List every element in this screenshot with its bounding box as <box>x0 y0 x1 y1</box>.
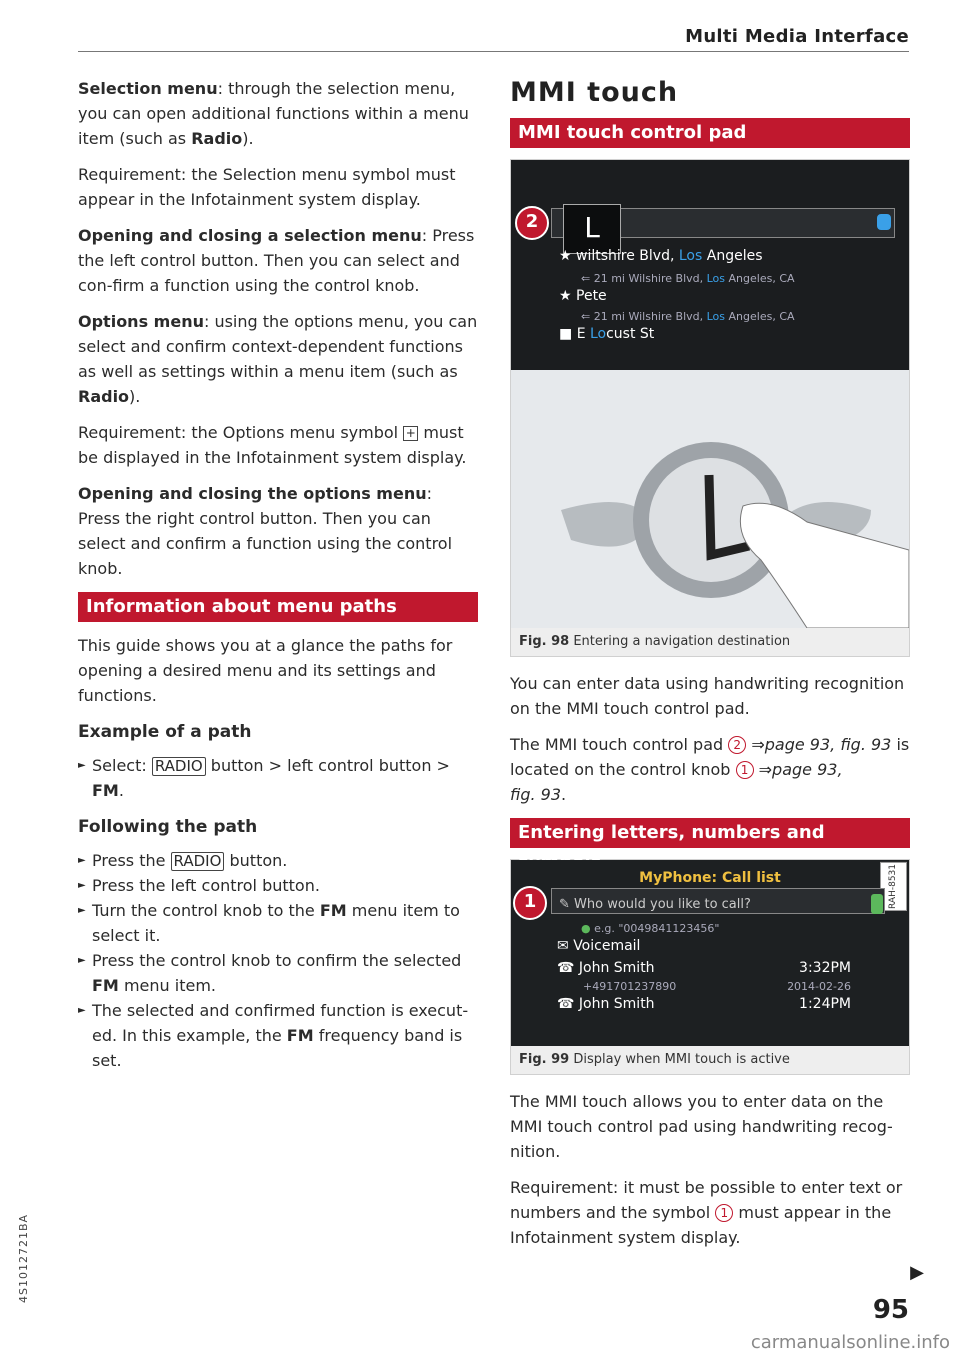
call-item-1: ☎ John Smith <box>557 960 655 976</box>
para-control-pad-location: The MMI touch control pad 2 ⇒page 93, fig. 93 is located on the control knob 1 ⇒page 93, fig. 93. <box>510 735 910 804</box>
doc-code: 4S1012721BA <box>17 1213 30 1303</box>
callout-2: 2 <box>515 206 549 240</box>
section-bar-menu-paths: Information about menu paths <box>78 592 478 622</box>
para-options-menu: Options menu: using the options menu, you can select and confirm context-dependent functions as well as settings within a menu item (such as Radio). <box>78 312 478 406</box>
right-column <box>510 76 910 1261</box>
step-2: ► Press the left control button. <box>78 873 478 898</box>
heading-following-path: Following the path <box>78 817 258 837</box>
example-step: ► Select: RADIO button > left control button > FM. <box>78 753 478 803</box>
phone-example: ● e.g. "0049841123456" <box>581 922 720 935</box>
step-1: ► Press the RADIO button. <box>78 848 478 873</box>
fig99-caption: Fig. 99 Display when MMI touch is active <box>519 1052 790 1067</box>
step-5: ► The selected and confirmed function is execut-ed. In this example, the FM frequency band is set. <box>78 998 478 1073</box>
contact-icon: ☎ <box>557 960 579 976</box>
fig98-letter-box: L <box>563 204 621 254</box>
step-4: ► Press the control knob to confirm the selected FM menu item. <box>78 948 478 998</box>
fig-ref-link[interactable]: fig. 93 <box>510 785 562 804</box>
star-icon: ★ <box>559 288 577 304</box>
left-column <box>78 76 478 1073</box>
figure-99 <box>510 859 910 1075</box>
figure-98 <box>510 159 910 657</box>
call-list-title: MyPhone: Call list <box>639 870 781 886</box>
heading-example-path: Example of a path <box>78 722 252 742</box>
contact-icon: ☎ <box>557 996 579 1012</box>
callout-1: 1 <box>513 886 547 920</box>
fig99-display <box>511 860 909 1046</box>
fig98-display <box>511 160 909 370</box>
callout-ref-1: 1 <box>736 761 754 779</box>
fig98-caption: Fig. 98 Entering a navigation destination <box>519 634 791 649</box>
para-mmi-touch: The MMI touch allows you to enter data on the MMI touch control pad using handwriting recog-nition. <box>510 1092 893 1161</box>
handwriting-icon: ✎ <box>559 897 575 912</box>
star-icon: ★ <box>559 248 577 264</box>
call-item-2: ☎ John Smith <box>557 996 655 1012</box>
dest-item-1-sub: ⇐ 21 mi Wilshire Blvd, Los Angeles, CA <box>581 272 795 285</box>
fig99-tag: RAH-8531 <box>880 862 907 911</box>
call-item-1-number: +491701237890 <box>583 980 677 993</box>
continue-arrow-icon: ▶ <box>910 1262 924 1283</box>
section-bar-control-pad: MMI touch control pad <box>510 118 910 148</box>
page-ref-link[interactable]: page 93, <box>772 760 843 779</box>
section-bar-entering: Entering letters, numbers and <box>510 818 910 848</box>
voicemail-item: ✉ Voicemail <box>557 938 641 954</box>
dest-item-2: ★ Pete <box>559 288 607 304</box>
para-options-req: Requirement: the Options menu symbol + must be displayed in the Infotainment system display. <box>78 423 467 467</box>
radio-key: RADIO <box>152 757 206 776</box>
call-item-1-time: 3:32PM <box>799 960 851 976</box>
fig98-illustration <box>511 160 909 628</box>
flag-icon: ■ <box>559 326 577 342</box>
call-item-1-date: 2014-02-26 <box>787 980 851 993</box>
control-knob-illustration <box>511 370 909 628</box>
fig98-scroll-indicator <box>877 214 891 230</box>
step-3: ► Turn the control knob to the FM menu item to select it. <box>78 898 478 948</box>
para-requirement: Requirement: it must be possible to enter text or numbers and the symbol 1 must appear in the Infotainment system display. <box>510 1178 903 1247</box>
call-indicator-icon <box>871 894 883 914</box>
call-item-2-time: 1:24PM <box>799 996 851 1012</box>
page-ref-link[interactable]: page 93, fig. 93 <box>764 735 892 754</box>
watermark: carmanualsonline.info <box>750 1332 950 1353</box>
callout-ref-1: 1 <box>715 1204 733 1222</box>
phone-prompt: ✎ Who would you like to call? <box>559 897 751 912</box>
para-open-selection: Opening and closing a selection menu: Press the left control button. Then you can select and con-firm a function using the control knob. <box>78 226 475 295</box>
dest-item-3: ■ E Locust St <box>559 326 655 342</box>
heading-mmi-touch: MMI touch <box>510 77 679 108</box>
running-header: Multi Media Interface <box>685 26 909 47</box>
para-selection-menu: Selection menu: through the selection menu, you can open additional functions within a menu item (such as Radio). <box>78 79 469 148</box>
para-guide: This guide shows you at a glance the paths for opening a desired menu and its settings and functions. <box>78 636 453 705</box>
callout-ref-2: 2 <box>728 736 746 754</box>
radio-key: RADIO <box>171 852 225 871</box>
options-menu-icon: + <box>403 426 418 441</box>
para-open-options: Opening and closing the options menu: Press the right control button. Then you can select and confirm a function using the control knob. <box>78 484 453 578</box>
para-handwriting: You can enter data using handwriting recognition on the MMI touch control pad. <box>510 674 905 718</box>
voicemail-icon: ✉ <box>557 938 574 954</box>
dest-item-2-sub: ⇐ 21 mi Wilshire Blvd, Los Angeles, CA <box>581 310 795 323</box>
dest-item-1: ★ wiltshire Blvd, Los Angeles <box>559 248 763 264</box>
para-selection-req: Requirement: the Selection menu symbol must appear in the Infotainment system display. <box>78 165 456 209</box>
header-rule <box>78 51 909 52</box>
info-dot-icon: ● <box>581 922 595 935</box>
page-number: 95 <box>872 1295 909 1325</box>
